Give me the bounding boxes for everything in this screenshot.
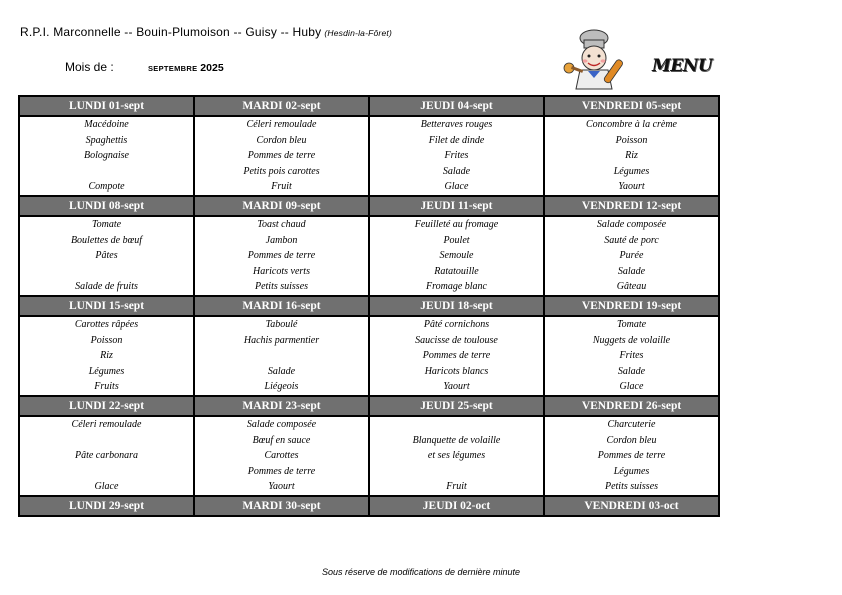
dishes-row — [19, 116, 719, 196]
day-header: VENDREDI 19-sept — [544, 296, 719, 316]
dish-item: Légumes — [613, 165, 650, 177]
dish-item: Petits suisses — [604, 481, 659, 493]
day-header: LUNDI 22-sept — [19, 396, 194, 416]
dish-item: Poisson — [90, 334, 123, 346]
month-name: SEPTEMBRE — [148, 64, 198, 73]
day-header: LUNDI 15-sept — [19, 296, 194, 316]
day-cell — [544, 216, 719, 296]
day-cell — [194, 316, 369, 396]
dish-item: Jambon — [265, 234, 298, 246]
dish-item: Salade composée — [596, 218, 667, 230]
dishes-row — [19, 216, 719, 296]
day-cell — [19, 416, 194, 496]
month-label: Mois de : — [65, 60, 114, 74]
day-header: VENDREDI 05-sept — [544, 96, 719, 116]
dish-item: Toast chaud — [257, 218, 306, 230]
day-header: JEUDI 11-sept — [369, 196, 544, 216]
dish-item: Glace — [94, 481, 119, 493]
dish-item: Compote — [88, 181, 125, 193]
day-cell — [369, 216, 544, 296]
day-cell — [369, 416, 544, 496]
dish-item: Carottes — [264, 450, 299, 462]
dish-item: Salade composée — [246, 418, 317, 430]
day-header: JEUDI 02-oct — [369, 496, 544, 516]
dish-item — [20, 433, 193, 449]
school-subtitle: (Hesdin-la-Fôret) — [324, 28, 392, 38]
dish-item: Fromage blanc — [425, 281, 487, 293]
day-header: VENDREDI 03-oct — [544, 496, 719, 516]
dish-item: Pommes de terre — [247, 150, 316, 162]
dish-item: Glace — [444, 181, 469, 193]
day-header-row — [19, 296, 719, 316]
dish-item: Légumes — [88, 365, 125, 377]
dish-item: Fruits — [94, 381, 119, 393]
day-cell — [194, 216, 369, 296]
dish-item: Filet de dinde — [428, 134, 485, 146]
day-header: MARDI 02-sept — [194, 96, 369, 116]
dish-item — [370, 417, 543, 433]
day-header: LUNDI 01-sept — [19, 96, 194, 116]
dish-item: Céleri remoulade — [71, 418, 142, 430]
dish-item: Carottes râpées — [74, 318, 139, 330]
dish-item: Hachis parmentier — [243, 334, 320, 346]
dish-item: Nuggets de volaille — [592, 334, 671, 346]
day-cell — [194, 416, 369, 496]
dish-item: Boulettes de bœuf — [70, 234, 143, 246]
dish-item: Cordon bleu — [606, 434, 657, 446]
day-header-row — [19, 396, 719, 416]
dish-item — [20, 164, 193, 180]
day-header-row — [19, 196, 719, 216]
dish-item: Cordon bleu — [256, 134, 307, 146]
dish-item — [370, 464, 543, 480]
dish-item: Bœuf en sauce — [252, 434, 311, 446]
dish-item: Feuilleté au fromage — [414, 218, 499, 230]
dish-item: Purée — [619, 250, 644, 262]
day-cell — [19, 116, 194, 196]
day-header-row — [19, 496, 719, 516]
dish-item: Gâteau — [616, 281, 647, 293]
day-header: JEUDI 04-sept — [369, 96, 544, 116]
dish-item — [20, 264, 193, 280]
day-header: JEUDI 25-sept — [369, 396, 544, 416]
dish-item: Pommes de terre — [597, 450, 666, 462]
dish-item: Spaghettis — [85, 134, 128, 146]
dishes-row — [19, 316, 719, 396]
dish-item: Bolognaise — [84, 150, 129, 162]
day-cell — [369, 116, 544, 196]
month-value — [148, 62, 224, 74]
day-cell — [19, 216, 194, 296]
day-cell — [19, 316, 194, 396]
dish-item: Salade — [617, 265, 646, 277]
dish-item: Glace — [619, 381, 644, 393]
dish-item — [20, 464, 193, 480]
dish-item: Céleri remoulade — [246, 119, 317, 130]
dish-item: Poulet — [443, 234, 470, 246]
day-cell — [369, 316, 544, 396]
dish-item: Frites — [444, 150, 469, 162]
day-header: VENDREDI 26-sept — [544, 396, 719, 416]
dish-item: Concombre à la crème — [586, 119, 677, 130]
dish-item: Tomate — [91, 218, 122, 230]
day-header: MARDI 09-sept — [194, 196, 369, 216]
dish-item: Taboulé — [265, 318, 298, 330]
day-cell — [544, 416, 719, 496]
dish-item: Salade de fruits — [75, 281, 138, 293]
school-name: R.P.I. Marconnelle -- Bouin-Plumoison -- Guisy -- Huby — [20, 25, 322, 39]
dish-item: Fruit — [271, 181, 292, 193]
day-header: MARDI 16-sept — [194, 296, 369, 316]
dish-item: Frites — [619, 350, 644, 362]
chef-illustration — [560, 28, 632, 90]
dish-item: et ses légumes — [427, 450, 486, 462]
dish-item: Pâte carbonara — [74, 450, 139, 462]
dish-item: Saucisse de toulouse — [415, 334, 498, 346]
menu-heading: MENU — [652, 56, 713, 76]
dish-item: Tomate — [616, 318, 647, 330]
day-cell — [544, 116, 719, 196]
day-header: MARDI 23-sept — [194, 396, 369, 416]
dish-item: Poisson — [615, 134, 648, 146]
dish-item: Légumes — [613, 465, 650, 477]
dish-item: Sauté de porc — [604, 234, 659, 246]
dish-item: Pommes de terre — [247, 250, 316, 262]
dish-item: Blanquette de volaille — [412, 434, 501, 446]
dish-item: Salade — [617, 365, 646, 377]
dish-item: Yaourt — [443, 381, 470, 393]
dish-item: Liégeois — [264, 381, 299, 393]
dish-item: Riz — [625, 150, 638, 162]
dish-item: Charcuterie — [607, 418, 656, 430]
dish-item: Macédoine — [84, 119, 129, 130]
dish-item: Pâtes — [95, 250, 118, 262]
dish-item: Pâté cornichons — [423, 318, 490, 330]
dish-item: Petits suisses — [254, 281, 309, 293]
dish-item: Petits pois carottes — [243, 165, 320, 177]
dish-item: Haricots blancs — [424, 365, 489, 377]
dish-item: Yaourt — [618, 181, 645, 193]
menu-table — [18, 95, 720, 517]
day-header: VENDREDI 12-sept — [544, 196, 719, 216]
menu-table-body — [19, 96, 719, 516]
day-header: LUNDI 29-sept — [19, 496, 194, 516]
dish-item: Yaourt — [268, 481, 295, 493]
day-cell — [194, 116, 369, 196]
dish-item: Pommes de terre — [247, 465, 316, 477]
day-header: MARDI 30-sept — [194, 496, 369, 516]
dish-item: Salade — [267, 365, 296, 377]
dish-item: Betteraves rouges — [420, 119, 493, 130]
dish-item: Haricots verts — [253, 265, 310, 277]
day-header-row — [19, 96, 719, 116]
day-cell — [544, 316, 719, 396]
month-year: 2025 — [200, 62, 224, 74]
footnote: Sous réserve de modifications de dernière minute — [321, 567, 521, 577]
dish-item: Pommes de terre — [422, 350, 491, 362]
school-title — [20, 25, 392, 39]
dish-item: Salade — [442, 165, 471, 177]
day-header: LUNDI 08-sept — [19, 196, 194, 216]
dish-item: Ratatouille — [434, 265, 479, 277]
day-header: JEUDI 18-sept — [369, 296, 544, 316]
dishes-row — [19, 416, 719, 496]
dish-item: Semoule — [439, 250, 474, 262]
dish-item: Riz — [100, 350, 113, 362]
dish-item — [195, 348, 368, 364]
dish-item: Fruit — [446, 481, 467, 493]
